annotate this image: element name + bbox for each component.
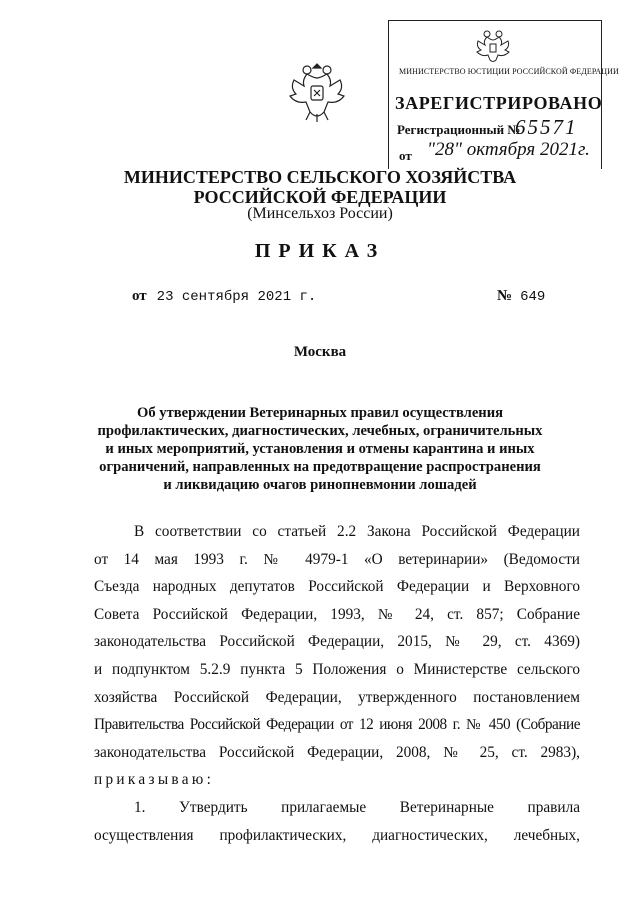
body-line-decree: приказываю: [94,771,215,789]
stamp-regnum-label: Регистрационный № [397,122,521,137]
body-line: от 14 мая 1993 г. № 4979-1 «О ветеринарии» (Ведомости [94,550,580,568]
body-line: В соответствии со статьей 2.2 Закона Российской Федерации [134,523,580,540]
body-line: Съезда народных депутатов Российской Федерации и Верховного [94,578,580,596]
stamp-date-label: от [399,148,412,163]
order-number-value: 649 [520,289,546,305]
russian-coat-of-arms-icon [286,58,348,124]
body-line-item-1: 1. Утвердить прилагаемые Ветеринарные правила [134,798,580,816]
order-number [497,288,545,305]
subject-line: профилактических, диагностических, лечебных, ограничительных [97,423,543,439]
stamp-ministry-name: МИНИСТЕРСТВО ЮСТИЦИИ РОССИЙСКОЙ ФЕДЕРАЦИИ [399,67,619,76]
ministry-name [100,167,540,207]
stamp-regnum-value: 65571 [515,115,578,139]
body-line: Правительства Российской Федерации от 12 июня 2008 г. № 450 (Собрание [94,716,580,734]
order-date-label: от [132,288,147,304]
ministry-short-name: (Минсельхоз России) [247,205,393,222]
body-line: хозяйства Российской Федерации, утвержденного постановлением [94,688,580,706]
registration-stamp [388,20,619,169]
subject-line: ограничений, направленных на предотвращение распространения [99,459,541,475]
subject-line: и иных мероприятий, установления и отмены карантина и иных [105,441,535,457]
body-line: и подпунктом 5.2.9 пункта 5 Положения о Министерстве сельского [94,660,580,678]
body-line: Совета Российской Федерации, 1993, № 24, ст. 857; Собрание [94,605,580,623]
ministry-name-line1: МИНИСТЕРСТВО СЕЛЬСКОГО ХОЗЯЙСТВА [123,167,517,187]
stamp-registered-label: ЗАРЕГИСТРИРОВАНО [395,93,603,113]
body-line: осуществления профилактических, диагностических, лечебных, [94,826,580,844]
city: Москва [293,344,347,360]
stamp-emblem-icon [475,27,511,63]
ministry-name-line2: РОССИЙСКОЙ ФЕДЕРАЦИИ [193,187,447,207]
subject-line: Об утверждении Ветеринарных правил осуществления [136,405,504,421]
order-subject [95,404,545,494]
stamp-date-value: "28" октября 2021г. [427,139,590,160]
order-date-value: 23 сентября 2021 г. [156,289,317,305]
body-line: законодательства Российской Федерации, 2008, № 25, ст. 2983), [94,743,580,761]
order-date [132,288,316,305]
document-title: ПРИКАЗ [254,240,386,262]
subject-line: и ликвидацию очагов ринопневмонии лошадей [163,477,477,493]
body-line: законодательства Российской Федерации, 2015, № 29, ст. 4369) [94,633,580,651]
order-body [94,518,580,849]
order-number-label: № [497,288,513,304]
